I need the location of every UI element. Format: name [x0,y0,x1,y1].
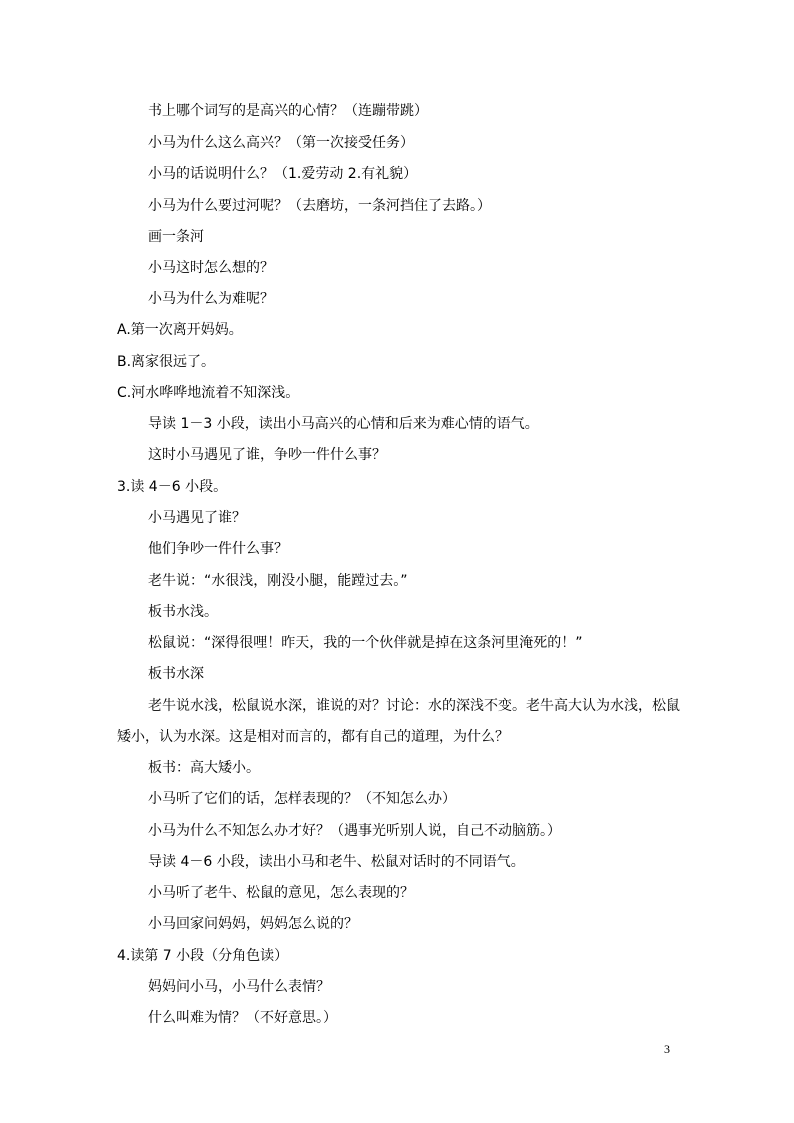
text-line: 3.读 4－6 小段。 [117,479,228,495]
text-line: 板书水深 [148,666,204,682]
text-line: 老牛说水浅，松鼠说水深，谁说的对？讨论：水的深浅不变。老牛高大认为水浅，松鼠 [148,698,680,714]
text-line: 小马这时怎么想的？ [148,260,274,276]
text-line: 书上哪个词写的是高兴的心情？（连蹦带跳） [148,103,428,119]
text-line: 导读 1－3 小段，读出小马高兴的心情和后来为难心情的语气。 [148,416,539,432]
text-line: 导读 4－6 小段，读出小马和老牛、松鼠对话时的不同语气。 [148,854,525,870]
text-line: 他们争吵一件什么事？ [148,541,288,557]
text-line: B.离家很远了。 [117,354,216,370]
text-line: 什么叫难为情？（不好意思。） [148,1010,337,1026]
text-line: A.第一次离开妈妈。 [117,322,243,338]
text-line: 板书水浅。 [148,604,218,620]
text-line: 妈妈问小马，小马什么表情？ [148,979,330,995]
text-line: 小马的话说明什么？（1.爱劳动 2.有礼貌） [148,166,418,182]
text-line: 矮小，认为水深。这是相对而言的，都有自己的道理，为什么？ [117,729,509,745]
text-line: 4.读第 7 小段（分角色读） [117,948,289,964]
page-number: 3 [664,1042,670,1056]
text-line: 小马回家问妈妈，妈妈怎么说的？ [148,916,358,932]
text-line: 这时小马遇见了谁，争吵一件什么事？ [148,447,386,463]
text-line: C.河水哗哗地流着不知深浅。 [117,385,300,401]
text-line: 小马遇见了谁？ [148,510,246,526]
text-line: 小马为什么要过河呢？（去磨坊，一条河挡住了去路。） [148,198,491,214]
text-line: 小马为什么为难呢？ [148,291,274,307]
text-line: 画一条河 [148,229,204,245]
text-line: 板书：高大矮小。 [148,760,260,776]
text-line: 小马为什么这么高兴？（第一次接受任务） [148,135,414,151]
text-line: 老牛说：“水很浅，刚没小腿，能蹚过去。” [148,573,408,589]
text-line: 小马听了老牛、松鼠的意见，怎么表现的？ [148,885,414,901]
text-line: 小马为什么不知怎么办才好？（遇事光听别人说，自己不动脑筋。） [148,823,561,839]
text-line: 小马听了它们的话，怎样表现的？（不知怎么办） [148,791,456,807]
text-line: 松鼠说：“深得很哩！昨天，我的一个伙伴就是掉在这条河里淹死的！” [148,635,583,651]
